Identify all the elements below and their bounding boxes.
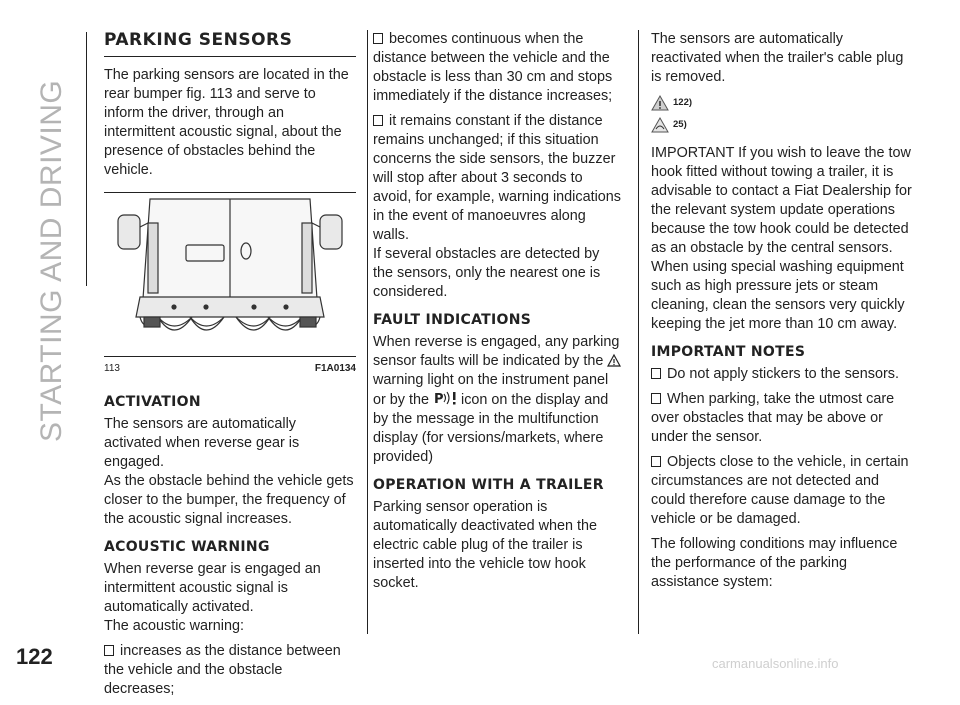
bullet-item: Objects close to the vehicle, in certain circumstances are not detected and could therefore cause damage to the vehicle or be damaged. (651, 454, 909, 527)
column-1 (104, 30, 356, 705)
svg-text:P: P (434, 392, 444, 407)
bullet-box-icon (651, 368, 661, 379)
conditions-paragraph: The following conditions may influence the performance of the parking assistance system: (651, 536, 898, 590)
column-2 (373, 30, 623, 599)
activation-paragraph-2: As the obstacle behind the vehicle gets closer to the bumper, the frequency of the acoustic signal increases. (104, 473, 354, 527)
chapter-side-title: STARTING AND DRIVING (35, 79, 68, 442)
caution-triangle-icon (651, 117, 669, 133)
figure-code: F1A0134 (314, 363, 356, 374)
several-obstacles-paragraph: If several obstacles are detected by the sensors, only the nearest one is considered. (373, 246, 601, 300)
warning-triangle-icon (651, 95, 669, 111)
bullet-item: it remains constant if the distance remains unchanged; if this situation concerns the side sensors, the buzzer will stop after about 3 seconds to avoid, for example, warning indications in the event of manoeuvres along walls. (373, 113, 621, 243)
heading-fault-indications: FAULT INDICATIONS (373, 312, 532, 328)
activation-paragraph-1: The sensors are automatically activated when reverse gear is engaged. (104, 416, 300, 470)
figure-rear-bumper (104, 192, 356, 352)
heading-activation: ACTIVATION (104, 394, 201, 410)
bullet-item: Do not apply stickers to the sensors. (651, 365, 917, 384)
parking-sensor-fault-icon (433, 390, 457, 406)
bullet-box-icon (373, 115, 383, 126)
page-number: 122 (16, 644, 53, 669)
van-rear-illustration (104, 193, 356, 353)
figure-caption (104, 356, 356, 378)
acoustic-paragraph-1: When reverse gear is engaged an intermittent acoustic signal is automatically activated. (104, 561, 321, 615)
bullet-item: When parking, take the utmost care over obstacles that may be above or under the sensor. (651, 391, 895, 445)
reference-note: 122) (651, 93, 917, 112)
bullet-box-icon (373, 33, 383, 44)
important-paragraph: IMPORTANT If you wish to leave the tow hook fitted without towing a trailer, it is advisable to contact a Fiat Dealership for the relevant system update operations because the tow hook could be detected as an obstacle by the central sensors. (651, 145, 912, 256)
column-3 (651, 30, 917, 598)
warning-triangle-icon (607, 354, 621, 367)
washing-paragraph: When using special washing equipment such as high pressure jets or steam cleaning, clean the sensors very quickly keeping the jet more than 10 cm away. (651, 259, 905, 332)
bullet-box-icon (651, 456, 661, 467)
column-divider (638, 30, 639, 634)
column-divider (367, 30, 368, 634)
bullet-item: becomes continuous when the distance between the vehicle and the obstacle is less than 30 cm and stops immediately if the distance increases; (373, 31, 613, 104)
reactivated-paragraph: The sensors are automatically reactivated when the trailer's cable plug is removed. (651, 31, 904, 85)
bullet-box-icon (104, 645, 114, 656)
trailer-paragraph: Parking sensor operation is automatically deactivated when the electric cable plug of the trailer is inserted into the vehicle tow hook socket. (373, 499, 597, 591)
heading-operation-with-trailer: OPERATION WITH A TRAILER (373, 477, 604, 493)
chapter-side-rule (86, 32, 87, 286)
figure-number: 113 (104, 363, 120, 374)
intro-paragraph: The parking sensors are located in the rear bumper fig. 113 and serve to inform the driver, through an intermittent acoustic signal, about the presence of obstacles behind the vehicle. (104, 67, 349, 178)
section-title-parking-sensors: PARKING SENSORS (104, 30, 356, 57)
bullet-item: increases as the distance between the vehicle and the obstacle decreases; (104, 643, 341, 697)
reference-note: 25) (651, 115, 917, 134)
acoustic-paragraph-2: The acoustic warning: (104, 618, 244, 634)
fault-paragraph: When reverse is engaged, any parking sensor faults will be indicated by the warning light on the instrument panel or by the P icon on the display and by the message in the multifunction display (for versions/markets, where provided) (373, 334, 620, 465)
watermark: carmanualsonline.info (712, 656, 839, 671)
bullet-box-icon (651, 393, 661, 404)
heading-important-notes: IMPORTANT NOTES (651, 344, 806, 360)
heading-acoustic-warning: ACOUSTIC WARNING (104, 539, 270, 555)
